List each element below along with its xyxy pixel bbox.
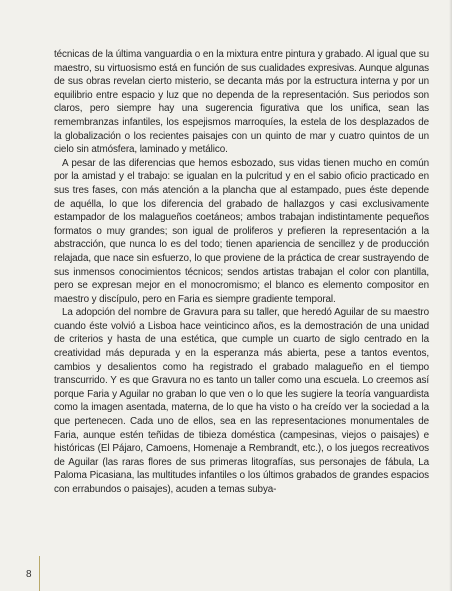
paragraph-2: A pesar de las diferencias que hemos esbozado, sus vidas tienen mucho en común por la amistad y el trabajo: se igualan en la pulcritud y en el sabio oficio practicado en sus tres fases, con más atención a la plancha que al estampado, pues éste depende de aquélla, lo que los diferencia del grabado de hallazgos y casi exclusivamente estampador de los malagueños coetáneos; ambos trabajan indistintamente pequeños formatos o muy grandes; son igual de proliferos y prefieren la representación a la abstracción, que nunca lo es del todo; tienen apariencia de sencillez y de producción relajada, que nace sin esfuerzo, lo que proviene de la práctica de crear sustrayendo de sus inmensos conocimientos técnicos; sendos artistas trabajan el color con plantilla, pero se expresan mejor en el monocromismo; el blanco es elemento compositor en maestro y discípulo, pero en Faria es siempre gradiente temporal. [54, 157, 429, 305]
paragraph-3: La adopción del nombre de Gravura para su taller, que heredó Aguilar de su maestro cuando éste volvió a Lisboa hace veinticinco años, es la demostración de una unidad de criterios y hasta de una estética, que cumple un cuarto de siglo centrado en la creatividad más depurada y en la esperanza más abierta, pese a tantos eventos, cambios y desalientos como ha registrado el grabado malagueño en el tiempo transcurrido. Y es que Gravura no es tanto un taller como una escuela. Lo creemos así porque Faria y Aguilar no graban lo que ven o lo que les sugiere la teoría vanguardista como la imagen asentada, materna, de lo que ha visto o ha creído ver la sociedad a la que pertenecen. Cada uno de ellos, sea en las representaciones monumentales de Faria, aunque estén teñidas de tibieza doméstica (campesinas, viejos o paisajes) e históricas (El Pájaro, Camoens, Homenaje a Rembrandt, etc.), o los juegos recreativos de Aguilar (las raras flores de sus primeras litografías, sus personajes de fábula, La Paloma Picasiana, las multitudes infantiles o los últimos grabados de grandes espacios con errabundos o paisajes), acuden a temas subya- [54, 307, 429, 495]
body-text [54, 48, 429, 497]
paragraph-1: técnicas de la última vanguardia o en la mixtura entre pintura y grabado. Al igual que su maestro, su virtuosismo está en función de sus cualidades expresivas. Aunque algunas de sus obras revelan cierto misterio, se decanta más por la estructura interna y por un equilibrio entre espacio y luz que no dependa de la representación. Sus periodos son claros, pero siempre hay una sugerencia figurativa que los unifica, sean las remembranzas infantiles, los espejismos marroquíes, la estela de los desplazados de la globalización o los recientes paisajes con un quinto de mar y cuatro quintos de un cielo sin atmósfera, laminado y metálico. [54, 49, 429, 156]
gutter-rule [39, 556, 40, 591]
page-number: 8 [26, 569, 32, 580]
